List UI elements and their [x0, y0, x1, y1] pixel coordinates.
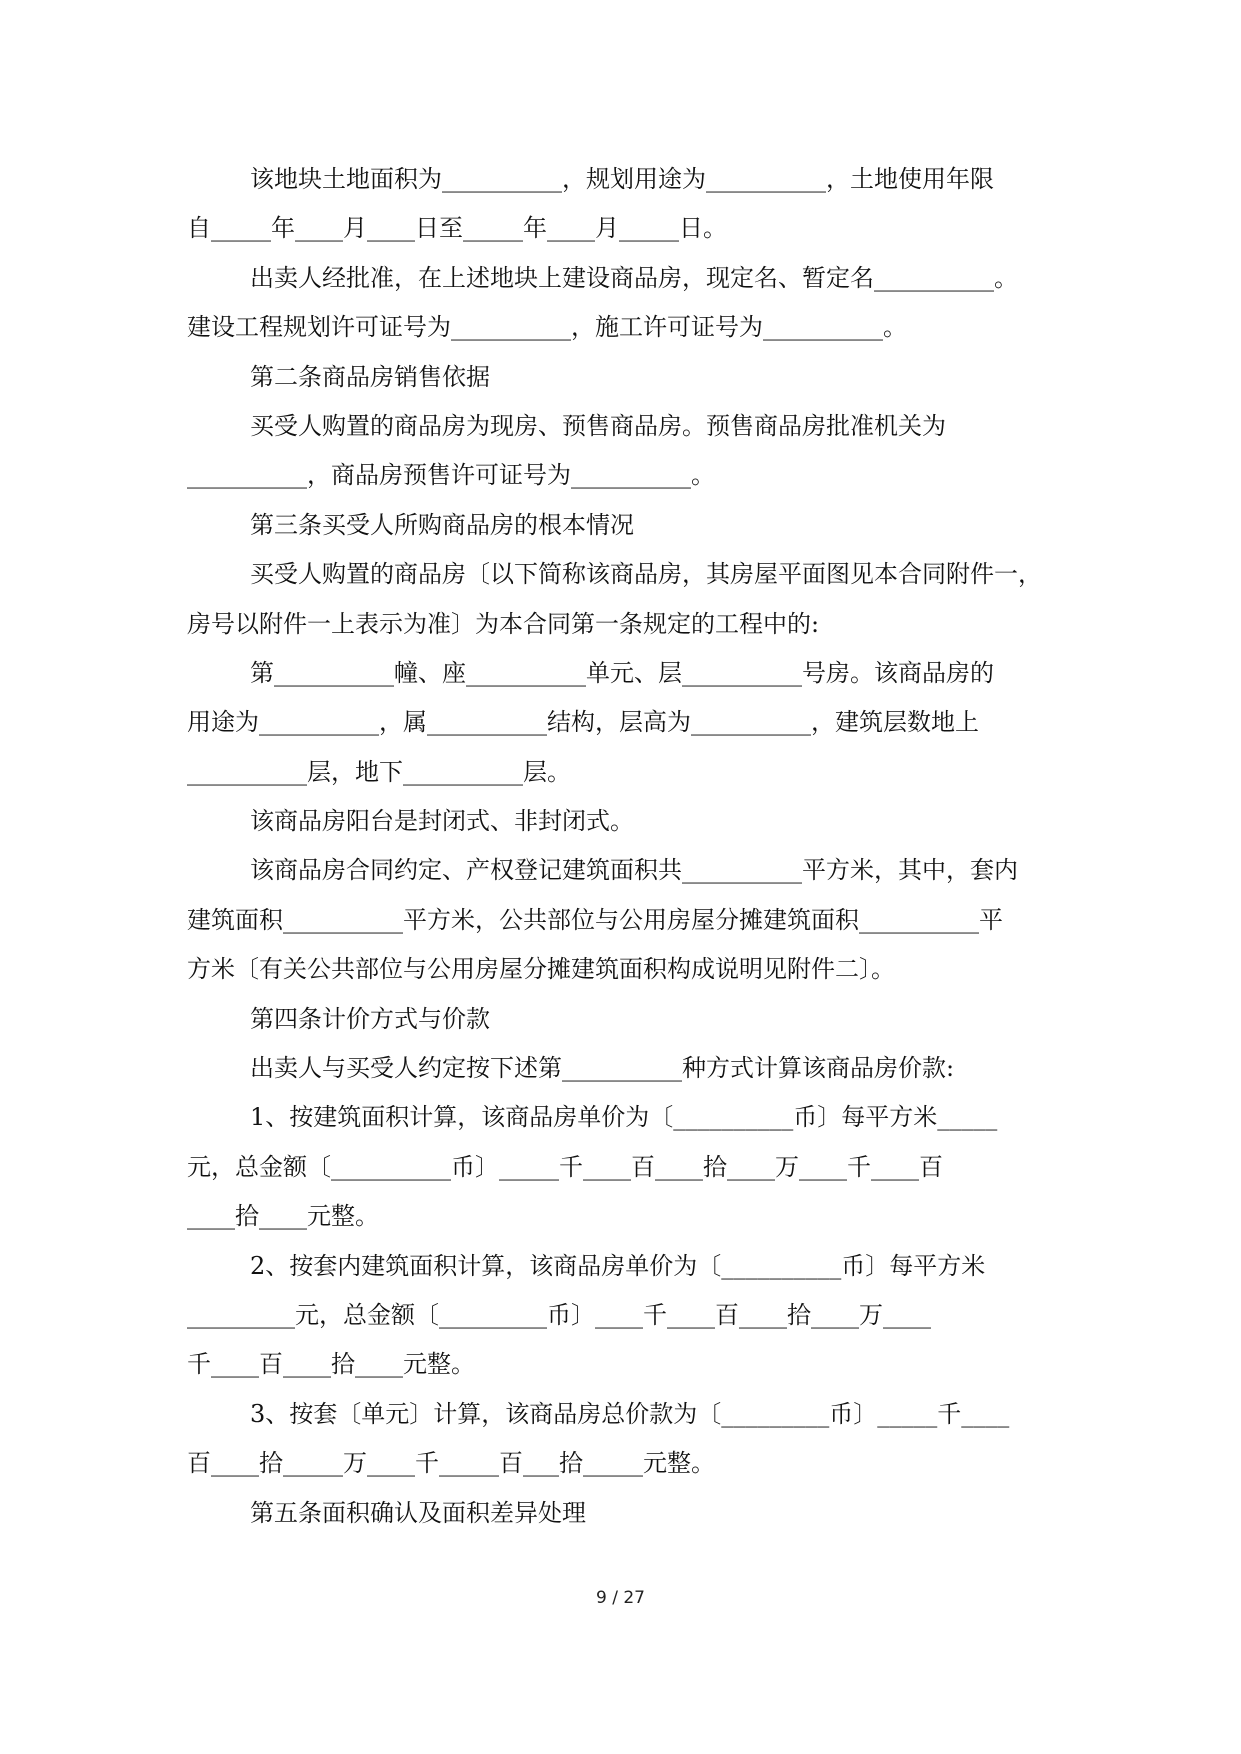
paragraph-line: 买受人购置的商品房为现房、预售商品房。预售商品房批准机关为 [250, 411, 946, 440]
paragraph-line: 自_____年____月____日至_____年____月_____日。 [187, 214, 727, 243]
paragraph-line: 千____百____拾____元整。 [187, 1350, 475, 1379]
paragraph-line: 1、按建筑面积计算，该商品房单价为〔__________币〕每平方米_____ [250, 1103, 998, 1132]
section-heading: 第二条商品房销售依据 [250, 362, 490, 391]
paragraph-line: 出卖人经批准，在上述地块上建设商品房，现定名、暂定名__________。 [250, 263, 1018, 292]
paragraph-line: 方米〔有关公共部位与公用房屋分摊建筑面积构成说明见附件二〕。 [187, 955, 895, 984]
paragraph-line: 第__________幢、座__________单元、层__________号房。该商品房的 [250, 658, 994, 687]
paragraph-line: 该地块土地面积为__________，规划用途为__________，土地使用年限 [250, 165, 994, 193]
paragraph-line: 3、按套〔单元〕计算，该商品房总价款为〔_________币〕_____千____ [250, 1399, 1010, 1428]
paragraph-line: 该商品房合同约定、产权登记建筑面积共__________平方米，其中，套内 [250, 856, 1018, 885]
paragraph-line: 用途为__________，属__________结构，层高为__________，建筑层数地上 [187, 708, 979, 737]
paragraph-line: __________，商品房预售许可证号为__________。 [187, 461, 715, 490]
paragraph-line: 建设工程规划许可证号为__________，施工许可证号为__________。 [187, 313, 907, 342]
paragraph-line: 买受人购置的商品房〔以下简称该商品房，其房屋平面图见本合同附件一， [250, 560, 1042, 589]
document-body [187, 155, 1055, 1538]
paragraph-line: __________层，地下__________层。 [187, 757, 571, 786]
page-number: 9 / 27 [596, 1588, 645, 1608]
paragraph-line: 百____拾_____万____千_____百___拾_____元整。 [187, 1449, 715, 1478]
paragraph-line: 元，总金额〔__________币〕_____千____百____拾____万____千____百 [187, 1152, 943, 1181]
section-heading: 第五条面积确认及面积差异处理 [250, 1498, 586, 1527]
section-heading: 第四条计价方式与价款 [250, 1004, 490, 1033]
paragraph-line: _________元，总金额〔_________币〕____千____百____拾____万____ [187, 1300, 931, 1329]
paragraph-line: 该商品房阳台是封闭式、非封闭式。 [250, 807, 634, 836]
paragraph-line: ____拾____元整。 [187, 1202, 379, 1231]
paragraph-line: 建筑面积__________平方米，公共部位与公用房屋分摊建筑面积__________平 [187, 905, 1003, 934]
paragraph-line: 房号以附件一上表示为准〕为本合同第一条规定的工程中的: [187, 609, 820, 638]
paragraph-line: 2、按套内建筑面积计算，该商品房单价为〔__________币〕每平方米 [250, 1251, 986, 1280]
paragraph-line: 出卖人与买受人约定按下述第__________种方式计算该商品房价款: [250, 1054, 955, 1083]
section-heading: 第三条买受人所购商品房的根本情况 [250, 510, 634, 539]
